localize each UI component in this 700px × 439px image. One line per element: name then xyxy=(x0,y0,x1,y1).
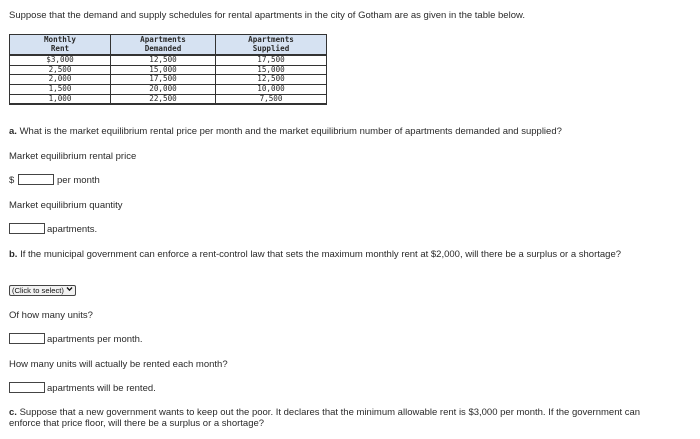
table-cell: 10,000 xyxy=(216,84,327,94)
table-cell: 1,500 xyxy=(10,84,111,94)
part-b-label: b. xyxy=(9,249,18,260)
part-c-question-text: Suppose that a new government wants to keep out the poor. It declares that the minimum allowable rent is $3,000 per month. If the government can enforce that price floor, will there be a surplus or a shortage? xyxy=(9,407,641,429)
header-line: Rent xyxy=(50,43,70,53)
chevron-down-icon xyxy=(66,286,73,295)
table-row xyxy=(10,55,327,65)
header-line: Apartments xyxy=(140,35,186,44)
rented-suffix: apartments will be rented. xyxy=(47,383,156,394)
header-line: Demanded xyxy=(144,43,182,53)
table-cell: 15,000 xyxy=(216,65,327,75)
price-suffix: per month xyxy=(57,175,100,186)
table-cell: 2,500 xyxy=(10,65,111,75)
table-cell: 17,500 xyxy=(111,75,216,85)
table-cell: 17,500 xyxy=(216,55,327,65)
part-a-question xyxy=(9,126,562,137)
select-value: (Click to select) xyxy=(12,286,64,295)
part-a-question-text: What is the market equilibrium rental price per month and the market equilibrium number of apartments demanded and supplied? xyxy=(16,126,562,137)
table-cell: 20,000 xyxy=(111,84,216,94)
part-b-question xyxy=(9,249,649,260)
table-header-row xyxy=(10,35,327,56)
intro-text: Suppose that the demand and supply schedules for rental apartments in the city of Gotham are as given in the table below. xyxy=(9,10,525,21)
table-cell: 1,000 xyxy=(10,94,111,104)
table-cell: 12,500 xyxy=(111,55,216,65)
header-line: Supplied xyxy=(252,43,290,53)
surplus-shortage-select[interactable] xyxy=(9,285,76,296)
table-cell: 22,500 xyxy=(111,94,216,104)
header-line: Monthly xyxy=(43,35,76,44)
units-suffix: apartments per month. xyxy=(47,334,143,345)
header-line: Apartments xyxy=(248,35,294,44)
table-cell: 7,500 xyxy=(216,94,327,104)
header-apartments-supplied xyxy=(216,35,327,56)
table-cell: 12,500 xyxy=(216,75,327,85)
schedule-table xyxy=(9,34,327,105)
quantity-input[interactable] xyxy=(9,223,45,234)
quantity-heading: Market equilibrium quantity xyxy=(9,200,123,211)
quantity-suffix: apartments. xyxy=(47,224,98,235)
part-c-label: c. xyxy=(9,407,17,418)
rented-question: How many units will actually be rented each month? xyxy=(9,359,228,370)
rented-input[interactable] xyxy=(9,382,45,393)
price-prefix: $ xyxy=(9,175,15,186)
part-c-question xyxy=(9,407,659,429)
table-cell: 15,000 xyxy=(111,65,216,75)
header-monthly-rent xyxy=(10,35,111,56)
units-input[interactable] xyxy=(9,333,45,344)
units-question: Of how many units? xyxy=(9,310,93,321)
part-a-label: a. xyxy=(9,126,17,137)
header-apartments-demanded xyxy=(111,35,216,56)
part-b-question-text: If the municipal government can enforce a rent-control law that sets the maximum monthly rent at $2,000, will there be a surplus or a shortage? xyxy=(17,249,622,260)
table-row xyxy=(10,94,327,104)
table-cell: 2,000 xyxy=(10,75,111,85)
price-heading: Market equilibrium rental price xyxy=(9,151,137,162)
table-row xyxy=(10,84,327,94)
table-cell: $3,000 xyxy=(10,55,111,65)
price-input[interactable] xyxy=(18,174,54,185)
